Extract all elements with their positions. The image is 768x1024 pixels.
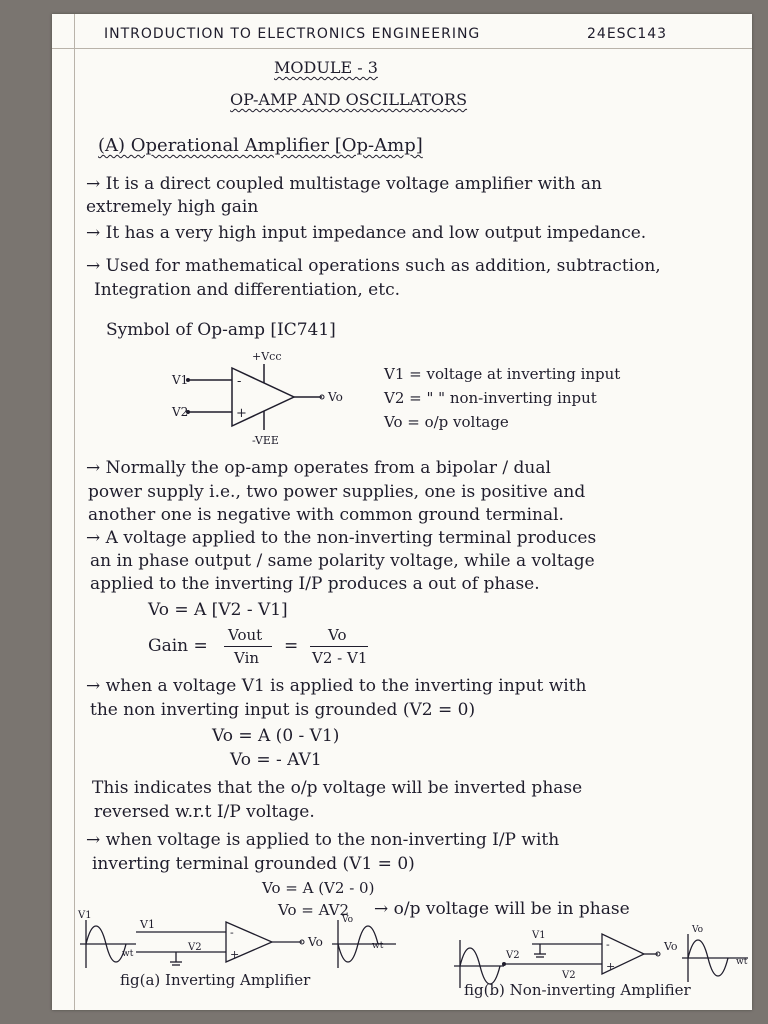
fig-a-plus-sign: + [230,948,240,961]
symbol-caption: Symbol of Op-amp [IC741] [106,320,336,340]
gain-denominator-2: V2 - V1 [312,649,368,667]
inverting-line: the non inverting input is grounded (V2 = 0) [90,700,476,720]
margin-rule [74,14,75,1010]
fig-b-vo-label: Vo [664,940,678,953]
inverting-eq2: Vo = - AV1 [230,750,322,770]
fig-a-vo-label: Vo [308,935,323,949]
opamp-vcc-label: +Vcc [252,350,282,363]
legend-line: V2 = " " non-inverting input [384,389,597,407]
opamp-v2-label: V2 [172,405,189,419]
fraction-bar [224,646,272,647]
body-line: → A voltage applied to the non-inverting terminal produces [86,528,597,548]
gain-denominator-1: Vin [234,649,260,667]
notebook-page [52,14,752,1010]
fig-b-output-label: Vo [692,925,704,935]
point-line: Integration and differentiation, etc. [94,280,400,300]
fig-a-wt-label: wt [122,949,134,959]
gain-numerator-1: Vout [228,626,263,644]
inverting-note: This indicates that the o/p voltage will be inverted phase [92,778,583,798]
body-line: applied to the inverting I/P produces a out of phase. [90,574,540,594]
noninverting-eq2: Vo = AV2 [278,901,350,919]
fig-a-output-wt-label: wt [372,941,384,951]
section-heading: (A) Operational Amplifier [Op-Amp] [98,135,423,156]
opamp-v1-label: V1 [172,373,189,387]
point-line: extremely high gain [86,197,259,217]
inverting-eq1: Vo = A (0 - V1) [212,726,340,746]
body-line: another one is negative with common ground terminal. [88,505,564,525]
module-subtitle: OP-AMP AND OSCILLATORS [230,90,468,109]
noninverting-line: → when voltage is applied to the non-inverting I/P with [86,830,560,850]
fig-b-v1-label: V1 [532,930,546,941]
point-line: → It is a direct coupled multistage voltage amplifier with an [86,174,602,194]
noninverting-eq1: Vo = A (V2 - 0) [262,879,375,897]
opamp-minus-sign: - [237,374,242,389]
body-line: power supply i.e., two power supplies, one is positive and [88,482,586,502]
course-title: INTRODUCTION TO ELECTRONICS ENGINEERING [104,26,481,42]
opamp-symbol [152,350,352,450]
equals-sign: = [284,636,299,656]
opamp-vee-label: -VEE [252,434,279,447]
fig-a-v2-label: V2 [188,942,202,953]
inverting-note: reversed w.r.t I/P voltage. [94,802,315,822]
point-line: → It has a very high input impedance and low output impedance. [86,223,647,243]
fraction-bar [310,646,368,647]
inverting-line: → when a voltage V1 is applied to the inverting input with [86,676,587,696]
legend-line: Vo = o/p voltage [384,413,509,431]
fig-b-plus-sign: + [606,960,616,973]
module-title: MODULE - 3 [274,58,378,77]
legend-line: V1 = voltage at inverting input [384,365,621,383]
fig-b-v2-label: V2 [562,970,576,981]
fig-a-output-label: Vo [342,915,354,925]
gain-numerator-2: Vo [328,626,347,644]
gain-label: Gain = [148,636,208,656]
fig-a-caption: fig(a) Inverting Amplifier [120,971,311,989]
fig-b-caption: fig(b) Non-inverting Amplifier [464,981,691,999]
opamp-vo-label: Vo [328,390,343,404]
fig-a-input-label: V1 [78,910,92,921]
equation-vo: Vo = A [V2 - V1] [148,600,288,620]
course-code: 24ESC143 [587,26,668,42]
noninverting-line: inverting terminal grounded (V1 = 0) [92,854,415,874]
fig-a-v1-label: V1 [140,918,155,931]
point-line: → Used for mathematical operations such as addition, subtraction, [86,256,661,276]
fig-b-minus-sign: - [606,938,610,951]
body-line: an in phase output / same polarity voltage, while a voltage [90,551,595,571]
header-rule [52,48,752,49]
fig-b-wt-label: wt [736,957,748,967]
fig-a-minus-sign: - [230,926,234,939]
opamp-plus-sign: + [236,406,247,421]
body-line: → Normally the op-amp operates from a bipolar / dual [86,458,551,478]
fig-b-v2-input-label: V2 [506,950,520,961]
noninverting-eq2-note: → o/p voltage will be in phase [374,899,630,919]
